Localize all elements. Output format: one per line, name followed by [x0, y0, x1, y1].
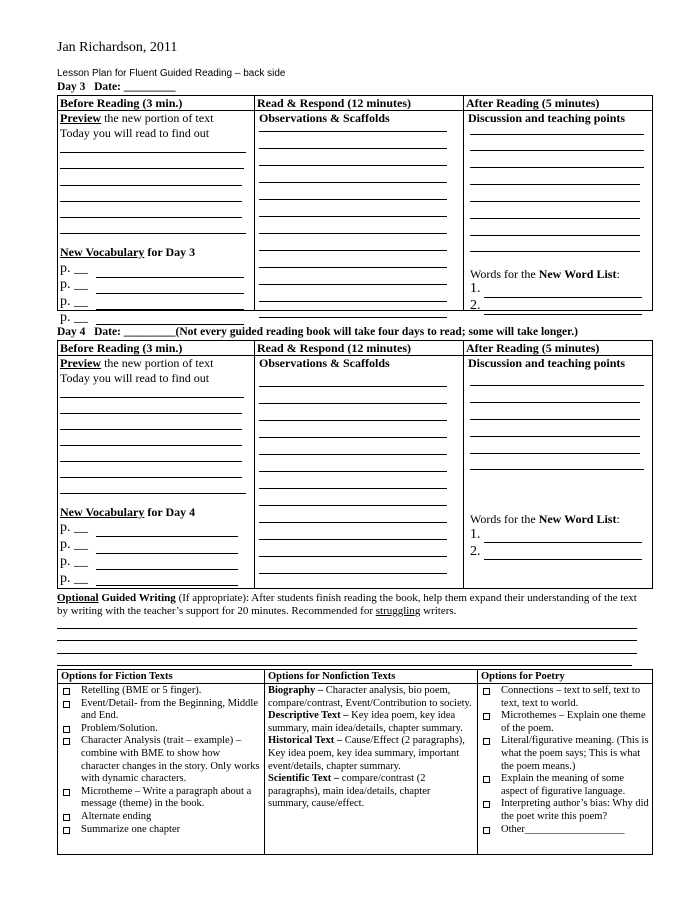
list-item: Problem/Solution. — [61, 723, 261, 736]
day3-page-line — [96, 309, 244, 310]
day3-table — [57, 95, 653, 325]
list-item: Microtheme – Write a paragraph about a message (theme) in the book. — [61, 786, 261, 811]
day4-read-line — [259, 403, 447, 404]
day3-after-line — [470, 201, 640, 202]
day4-vocab-rest: for Day 4 — [144, 505, 196, 519]
day3-after-header: After Reading (5 minutes) — [464, 96, 653, 111]
nonfiction-item-text: Cause/Effect (2 paragraphs), Key idea poem, key idea summary, important event/details, chapter summary. — [268, 735, 465, 772]
day4-before-line — [60, 397, 244, 398]
day4-read-line — [259, 386, 447, 387]
day4-words-bold: New Word List — [538, 512, 617, 526]
list-item: Connections – text to self, text to text, text to world. — [481, 685, 649, 710]
day4-page-line — [96, 553, 238, 554]
guided-writing-body-b: writers. — [420, 605, 457, 617]
guided-writing-optional: Optional — [57, 592, 99, 604]
day3-before-line — [60, 152, 246, 153]
day4-before-line — [60, 429, 242, 430]
day3-page-entry: p. __ — [60, 277, 88, 292]
day3-read-header: Read & Respond (12 minutes) — [255, 96, 464, 111]
list-item — [268, 773, 474, 811]
day4-read-line — [259, 522, 447, 523]
day4-read-cell — [255, 356, 464, 589]
day3-vocab-line — [60, 245, 195, 260]
list-item — [268, 735, 474, 773]
day3-label: Day 3 — [57, 81, 86, 93]
nonfiction-item-text: compare/contrast (2 paragraphs), main idea/details, chapter summary, cause/effect. — [268, 773, 431, 810]
day4-observations-label: Observations & Scaffolds — [259, 356, 390, 370]
day4-after-line — [470, 436, 640, 437]
day3-after-line — [470, 184, 640, 185]
list-item: Microthemes – Explain one theme of the poem. — [481, 710, 649, 735]
day4-words-prefix: Words for the — [470, 512, 539, 526]
day4-before-cell — [58, 356, 255, 589]
day3-word-line — [484, 314, 642, 315]
day4-read-line — [259, 420, 447, 421]
day3-page-entry: p. __ — [60, 261, 88, 276]
day3-read-line — [259, 301, 447, 302]
day4-label: Day 4 — [57, 326, 86, 338]
nonfiction-item-text: Character analysis, bio poem, compare/contrast, Event/Contribution to society. — [268, 685, 472, 709]
day4-read-line — [259, 505, 447, 506]
nonfiction-item-title: Scientific Text – — [268, 773, 342, 785]
day3-words-prefix: Words for the — [470, 267, 539, 281]
day3-before-line — [60, 233, 246, 234]
day4-after-header: After Reading (5 minutes) — [464, 341, 653, 356]
poetry-header: Options for Poetry — [478, 670, 653, 684]
day3-read-line — [259, 165, 447, 166]
day4-page-entry: p. __ — [60, 554, 88, 569]
nonfiction-item-title: Historical Text – — [268, 735, 345, 747]
day3-after-line — [470, 235, 640, 236]
list-item: Explain the meaning of some aspect of figurative language. — [481, 773, 649, 798]
writing-line — [57, 665, 632, 666]
day4-page-entry: p. __ — [60, 571, 88, 586]
guided-writing-struggling: struggling — [375, 605, 421, 617]
day3-words-bold: New Word List — [538, 267, 617, 281]
day3-find-out: Today you will read to find out — [60, 126, 210, 140]
day4-after-line — [470, 419, 640, 420]
day3-after-line — [470, 251, 640, 252]
guided-writing-body-a: (If appropriate): After students finish reading the book, help them expand their understanding of the text by writing with the teacher’s support for 20 minutes. Recommended for — [57, 592, 637, 617]
day3-before-line — [60, 217, 242, 218]
day3-page-line — [96, 324, 244, 325]
day4-after-line — [470, 453, 640, 454]
day3-after-cell — [464, 111, 653, 311]
day3-words-label — [470, 267, 620, 282]
day3-after-line — [470, 150, 644, 151]
day3-before-line — [60, 201, 242, 202]
day4-words-label — [470, 512, 620, 527]
guided-writing-paragraph — [57, 592, 642, 618]
day3-page-line — [96, 277, 244, 278]
day4-read-line — [259, 573, 447, 574]
fiction-header: Options for Fiction Texts — [58, 670, 265, 684]
day3-word-line — [484, 297, 642, 298]
day4-page-entry: p. __ — [60, 537, 88, 552]
list-item — [268, 685, 474, 710]
day4-before-line — [60, 413, 242, 414]
day3-before-cell — [58, 111, 255, 325]
day3-read-line — [259, 233, 447, 234]
writing-line — [57, 653, 637, 654]
day3-heading — [57, 81, 176, 93]
list-item — [268, 710, 474, 735]
day3-before-line — [60, 168, 244, 169]
day3-read-cell — [255, 111, 464, 311]
day4-read-line — [259, 454, 447, 455]
day3-read-line — [259, 284, 447, 285]
day4-before-line — [60, 477, 242, 478]
day4-find-out: Today you will read to find out — [60, 371, 210, 385]
day3-page-entry: p. __ — [60, 310, 88, 325]
day4-word-line — [484, 542, 642, 543]
day3-observations-label: Observations & Scaffolds — [259, 111, 390, 125]
options-table — [57, 669, 653, 855]
day4-word-1: 1. — [470, 527, 481, 542]
day3-preview-word: Preview — [60, 111, 102, 125]
day3-before-line — [60, 185, 242, 186]
day3-vocab-word: New Vocabulary — [60, 245, 145, 259]
day4-after-line — [470, 469, 644, 470]
day3-preview-rest: the new portion of text — [101, 111, 214, 125]
document-subtitle: Lesson Plan for Fluent Guided Reading – back side — [57, 68, 286, 79]
day3-word-2: 2. — [470, 298, 481, 313]
day4-read-header: Read & Respond (12 minutes) — [255, 341, 464, 356]
day4-read-line — [259, 539, 447, 540]
day4-read-line — [259, 471, 447, 472]
day4-read-line — [259, 556, 447, 557]
day4-page-line — [96, 569, 238, 570]
writing-line — [57, 628, 637, 629]
day3-before-header: Before Reading (3 min.) — [58, 96, 255, 111]
poetry-list — [481, 685, 649, 836]
day4-before-line — [60, 445, 242, 446]
day4-table — [57, 340, 653, 589]
guided-writing-title: Guided Writing — [98, 592, 176, 604]
list-item: Other___________________ — [481, 824, 649, 837]
nonfiction-header: Options for Nonfiction Texts — [265, 670, 478, 684]
fiction-list — [61, 685, 261, 836]
day3-read-line — [259, 199, 447, 200]
poetry-cell — [478, 684, 653, 855]
list-item: Event/Detail- from the Beginning, Middle and End. — [61, 698, 261, 723]
day3-read-line — [259, 148, 447, 149]
day3-discussion-label: Discussion and teaching points — [468, 111, 626, 125]
day3-after-line — [470, 134, 644, 135]
day3-read-line — [259, 250, 447, 251]
day4-date: Date: _________(Not every guided reading book will take four days to read; some will take longer.) — [94, 326, 578, 338]
day3-read-line — [259, 317, 447, 318]
day4-before-header: Before Reading (3 min.) — [58, 341, 255, 356]
day4-vocab-word: New Vocabulary — [60, 505, 145, 519]
day3-words-suffix: : — [616, 267, 620, 281]
day4-read-line — [259, 437, 447, 438]
day3-preview-line — [60, 111, 213, 126]
day4-page-line — [96, 585, 238, 586]
day4-words-suffix: : — [616, 512, 620, 526]
day3-page-entry: p. __ — [60, 294, 88, 309]
day4-read-line — [259, 488, 447, 489]
day4-heading — [57, 326, 578, 338]
list-item: Interpreting author’s bias: Why did the poet write this poem? — [481, 798, 649, 823]
day4-vocab-line — [60, 505, 195, 520]
day4-discussion-label: Discussion and teaching points — [468, 356, 626, 370]
day3-vocab-rest: for Day 3 — [144, 245, 196, 259]
list-item: Literal/figurative meaning. (This is what the poem says; This is what the poem means.) — [481, 735, 649, 773]
day4-preview-line — [60, 356, 213, 371]
day4-preview-word: Preview — [60, 356, 102, 370]
day3-word-1: 1. — [470, 281, 481, 296]
day4-preview-rest: the new portion of text — [101, 356, 214, 370]
day4-after-cell — [464, 356, 653, 589]
day4-word-2: 2. — [470, 544, 481, 559]
list-item: Alternate ending — [61, 811, 261, 824]
list-item: Retelling (BME or 5 finger). — [61, 685, 261, 698]
day3-read-line — [259, 131, 447, 132]
day3-date: Date: _________ — [94, 81, 176, 93]
day3-after-line — [470, 167, 644, 168]
day3-after-line — [470, 218, 640, 219]
day4-after-line — [470, 402, 640, 403]
day4-page-entry: p. __ — [60, 520, 88, 535]
day4-after-line — [470, 385, 644, 386]
fiction-cell — [58, 684, 265, 855]
nonfiction-item-title: Descriptive Text – — [268, 710, 352, 722]
day4-word-line — [484, 559, 642, 560]
list-item: Character Analysis (trait – example) – combine with BME to show how character changes in the story. Only works with dynamic characters. — [61, 735, 261, 785]
day4-before-line — [60, 461, 242, 462]
day3-read-line — [259, 216, 447, 217]
author-line: Jan Richardson, 2011 — [57, 40, 178, 55]
day4-before-line — [60, 493, 246, 494]
day3-read-line — [259, 267, 447, 268]
day3-read-line — [259, 182, 447, 183]
nonfiction-item-title: Biography – — [268, 685, 326, 696]
writing-line — [57, 640, 637, 641]
day3-page-line — [96, 293, 244, 294]
nonfiction-cell — [265, 684, 478, 855]
list-item: Summarize one chapter — [61, 824, 261, 837]
day4-page-line — [96, 536, 238, 537]
nonfiction-item-text: Key idea poem, key idea summary, main idea/details, chapter summary. — [268, 710, 463, 734]
